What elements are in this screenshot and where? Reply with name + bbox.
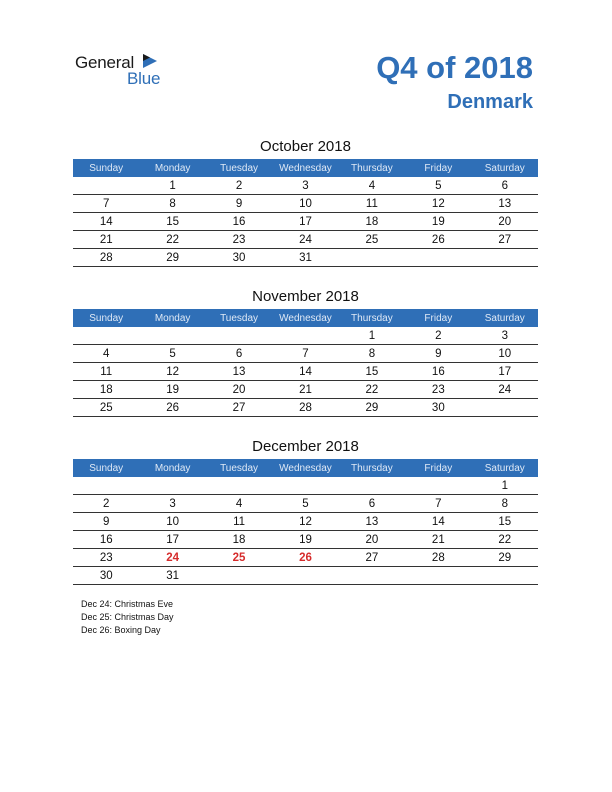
day-cell: 24 [272, 231, 338, 249]
day-cell: 25 [206, 549, 272, 567]
day-cell: 8 [472, 495, 538, 513]
day-cell: 13 [206, 363, 272, 381]
day-cell: 3 [472, 327, 538, 345]
weekday-header: Sunday [73, 309, 139, 327]
day-cell: 28 [272, 399, 338, 417]
day-cell: 4 [206, 495, 272, 513]
day-cell: 7 [73, 195, 139, 213]
weekday-header: Monday [139, 459, 205, 477]
weekday-header: Monday [139, 159, 205, 177]
weekday-header: Wednesday [272, 459, 338, 477]
day-cell: 22 [339, 381, 405, 399]
weekday-header: Thursday [339, 159, 405, 177]
day-cell: 27 [339, 549, 405, 567]
country-subtitle: Denmark [447, 91, 533, 113]
day-cell: 21 [405, 531, 471, 549]
day-cell: 26 [139, 399, 205, 417]
day-cell: 2 [73, 495, 139, 513]
weekday-header: Tuesday [206, 159, 272, 177]
day-cell: 5 [405, 177, 471, 195]
day-cell: 9 [206, 195, 272, 213]
weekday-header: Thursday [339, 309, 405, 327]
day-cell: 19 [272, 531, 338, 549]
holiday-note: Dec 25: Christmas Day [81, 612, 174, 622]
day-cell: 14 [405, 513, 471, 531]
day-cell: 1 [472, 477, 538, 495]
day-cell: 20 [472, 213, 538, 231]
day-cell: 17 [139, 531, 205, 549]
day-cell: 27 [472, 231, 538, 249]
day-cell: 23 [206, 231, 272, 249]
day-cell: 21 [73, 231, 139, 249]
week-row [73, 249, 538, 267]
week-row [73, 381, 538, 399]
day-cell: 29 [139, 249, 205, 267]
day-cell: 12 [405, 195, 471, 213]
day-cell: 25 [339, 231, 405, 249]
weekday-header: Monday [139, 309, 205, 327]
day-cell: 12 [139, 363, 205, 381]
day-cell: 22 [139, 231, 205, 249]
day-cell [472, 567, 538, 585]
week-row [73, 213, 538, 231]
day-cell: 10 [472, 345, 538, 363]
day-cell: 28 [73, 249, 139, 267]
week-row [73, 549, 538, 567]
day-cell: 24 [139, 549, 205, 567]
holiday-note: Dec 24: Christmas Eve [81, 599, 174, 609]
week-row [73, 567, 538, 585]
month-title: November 2018 [252, 288, 359, 305]
day-cell: 13 [472, 195, 538, 213]
day-cell: 3 [139, 495, 205, 513]
day-cell: 11 [206, 513, 272, 531]
month-november [73, 287, 538, 417]
month-title: October 2018 [260, 138, 351, 155]
day-cell: 23 [405, 381, 471, 399]
week-row [73, 513, 538, 531]
month-title: December 2018 [252, 438, 359, 455]
week-row [73, 531, 538, 549]
weekday-header: Saturday [472, 309, 538, 327]
month-october [73, 137, 538, 267]
day-cell: 8 [139, 195, 205, 213]
day-cell [206, 567, 272, 585]
day-cell [272, 567, 338, 585]
day-cell: 1 [339, 327, 405, 345]
day-cell: 9 [73, 513, 139, 531]
day-cell: 2 [405, 327, 471, 345]
weekday-header: Tuesday [206, 309, 272, 327]
day-cell: 15 [472, 513, 538, 531]
weekday-header: Sunday [73, 459, 139, 477]
month-december [73, 437, 538, 585]
day-cell: 14 [272, 363, 338, 381]
day-cell: 27 [206, 399, 272, 417]
day-cell: 23 [73, 549, 139, 567]
week-row [73, 477, 538, 495]
day-cell: 3 [272, 177, 338, 195]
logo-flag-icon [143, 54, 157, 68]
day-cell [405, 567, 471, 585]
day-cell [139, 327, 205, 345]
day-cell: 29 [339, 399, 405, 417]
day-cell: 17 [472, 363, 538, 381]
day-cell [272, 477, 338, 495]
week-row [73, 231, 538, 249]
logo-text-blue: Blue [127, 69, 161, 88]
day-cell [206, 477, 272, 495]
day-cell: 20 [339, 531, 405, 549]
day-cell: 9 [405, 345, 471, 363]
week-row [73, 399, 538, 417]
day-cell: 22 [472, 531, 538, 549]
day-cell: 11 [73, 363, 139, 381]
day-cell [339, 249, 405, 267]
week-row [73, 363, 538, 381]
weekday-header: Sunday [73, 159, 139, 177]
weekday-header: Thursday [339, 459, 405, 477]
day-cell [139, 477, 205, 495]
calendar-grid [73, 159, 538, 267]
day-cell: 5 [139, 345, 205, 363]
day-cell [472, 249, 538, 267]
holiday-notes [81, 598, 174, 637]
day-cell: 6 [472, 177, 538, 195]
weekday-header: Wednesday [272, 159, 338, 177]
week-row [73, 345, 538, 363]
weekday-header: Friday [405, 159, 471, 177]
day-cell: 30 [405, 399, 471, 417]
week-row [73, 195, 538, 213]
day-cell: 24 [472, 381, 538, 399]
day-cell: 10 [272, 195, 338, 213]
day-cell: 26 [405, 231, 471, 249]
day-cell: 6 [339, 495, 405, 513]
day-cell: 15 [339, 363, 405, 381]
day-cell: 7 [405, 495, 471, 513]
week-row [73, 495, 538, 513]
day-cell [405, 477, 471, 495]
day-cell: 17 [272, 213, 338, 231]
week-row [73, 327, 538, 345]
day-cell: 12 [272, 513, 338, 531]
day-cell: 26 [272, 549, 338, 567]
day-cell: 1 [139, 177, 205, 195]
day-cell [472, 399, 538, 417]
page-title: Q4 of 2018 [376, 50, 533, 85]
weekday-header: Wednesday [272, 309, 338, 327]
day-cell: 16 [73, 531, 139, 549]
day-cell: 14 [73, 213, 139, 231]
day-cell: 8 [339, 345, 405, 363]
weekday-header: Friday [405, 309, 471, 327]
day-cell [339, 477, 405, 495]
day-cell: 10 [139, 513, 205, 531]
day-cell: 21 [272, 381, 338, 399]
day-cell: 5 [272, 495, 338, 513]
day-cell: 29 [472, 549, 538, 567]
day-cell: 19 [405, 213, 471, 231]
day-cell: 19 [139, 381, 205, 399]
holiday-note: Dec 26: Boxing Day [81, 625, 161, 635]
day-cell: 28 [405, 549, 471, 567]
day-cell: 13 [339, 513, 405, 531]
calendar-grid [73, 309, 538, 417]
day-cell [272, 327, 338, 345]
day-cell: 18 [73, 381, 139, 399]
day-cell: 6 [206, 345, 272, 363]
day-cell: 4 [73, 345, 139, 363]
day-cell: 11 [339, 195, 405, 213]
day-cell: 16 [206, 213, 272, 231]
day-cell: 15 [139, 213, 205, 231]
day-cell: 30 [206, 249, 272, 267]
day-cell [206, 327, 272, 345]
day-cell: 31 [139, 567, 205, 585]
day-cell [73, 327, 139, 345]
weekday-header: Friday [405, 459, 471, 477]
day-cell: 20 [206, 381, 272, 399]
weekday-header: Saturday [472, 159, 538, 177]
day-cell: 4 [339, 177, 405, 195]
day-cell [73, 177, 139, 195]
weekday-header-row [73, 159, 538, 177]
week-row [73, 177, 538, 195]
weekday-header-row [73, 309, 538, 327]
calendar-grid [73, 459, 538, 585]
logo-text-general: General [75, 53, 135, 72]
day-cell [405, 249, 471, 267]
day-cell [73, 477, 139, 495]
weekday-header-row [73, 459, 538, 477]
day-cell: 18 [339, 213, 405, 231]
day-cell: 16 [405, 363, 471, 381]
day-cell: 2 [206, 177, 272, 195]
day-cell [339, 567, 405, 585]
day-cell: 18 [206, 531, 272, 549]
weekday-header: Saturday [472, 459, 538, 477]
day-cell: 25 [73, 399, 139, 417]
weekday-header: Tuesday [206, 459, 272, 477]
day-cell: 30 [73, 567, 139, 585]
logo [75, 53, 175, 89]
day-cell: 7 [272, 345, 338, 363]
day-cell: 31 [272, 249, 338, 267]
